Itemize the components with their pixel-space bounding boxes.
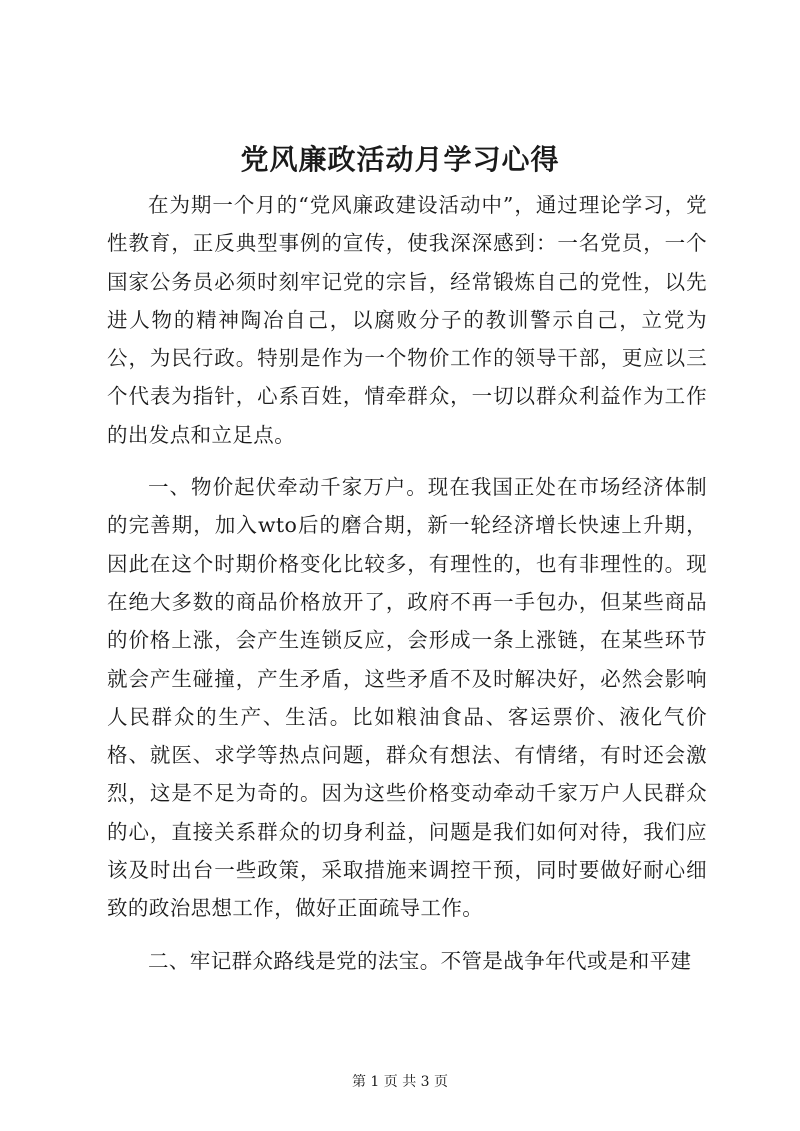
paragraph-section-2: 二、牢记群众路线是党的法宝。不管是战争年代或是和平建 xyxy=(148,948,692,973)
page-indicator: 第 1 页 共 3 页 xyxy=(351,1074,449,1090)
document-title: 党风廉政活动月学习心得 xyxy=(240,143,560,176)
paragraph-intro: 在为期一个月的“党风廉政建设活动中”，通过理论学习，党性教育，正反典型事例的宣传，使我深深感到：一名党员，一个国家公务员必须时刻牢记党的宗旨，经常锻炼自己的党性，以先进人物的精神陶冶自己，以腐败分子的教训警示自己，立党为公，为民行政。特别是作为一个物价工作的领导干部，更应以三个代表为指针，心系百姓，情牵群众，一切以群众利益作为工作的出发点和立足点。 xyxy=(107,193,707,447)
paragraph-section-1: 一、物价起伏牵动千家万户。现在我国正处在市场经济体制的完善期，加入wto后的磨合期，新一轮经济增长快速上升期，因此在这个时期价格变化比较多，有理性的，也有非理性的。现在绝大多数的商品价格放开了，政府不再一手包办，但某些商品的价格上涨，会产生连锁反应，会形成一条上涨链，在某些环节就会产生碰撞，产生矛盾，这些矛盾不及时解决好，必然会影响人民群众的生产、生活。比如粮油食品、客运票价、液化气价格、就医、求学等热点问题，群众有想法、有情绪，有时还会激烈，这是不足为奇的。因为这些价格变动牵动千家万户人民群众的心，直接关系群众的切身利益，问题是我们如何对待，我们应该及时出台一些政策，采取措施来调控干预，同时要做好耐心细致的政治思想工作，做好正面疏导工作。 xyxy=(107,475,707,921)
document-body xyxy=(107,186,707,980)
